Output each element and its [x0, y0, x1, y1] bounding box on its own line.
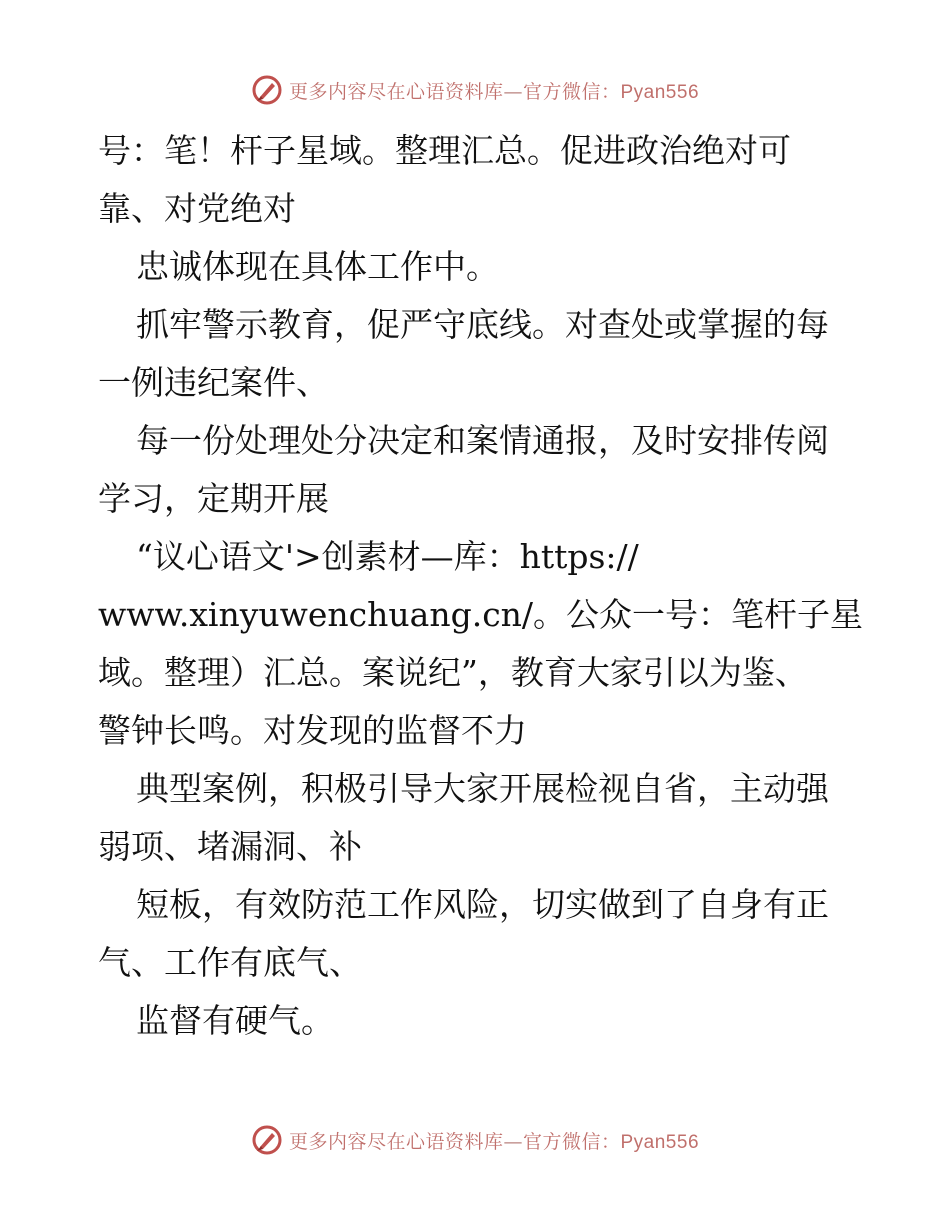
watermark-text: 更多内容尽在心语资料库—官方微信：Pyan556	[288, 80, 700, 103]
pen-logo-icon	[251, 1124, 283, 1156]
pen-logo-icon	[251, 74, 283, 106]
text-line: 一例违纪案件、	[98, 363, 329, 402]
text-line: 学习，定期开展	[98, 479, 329, 518]
text-line: 监督有硬气。	[136, 1001, 334, 1040]
text-line: 气、工作有底气、	[98, 943, 362, 982]
document-body	[98, 122, 864, 1050]
text-line: 警钟长鸣。对发现的监督不力	[98, 711, 527, 750]
header-watermark	[0, 70, 950, 110]
text-line: 忠诚体现在具体工作中。	[136, 247, 499, 286]
text-line: 每一份处理处分决定和案情通报，及时安排传阅	[136, 421, 829, 460]
text-line: 靠、对党绝对	[98, 189, 296, 228]
text-line: 弱项、堵漏洞、补	[98, 827, 362, 866]
text-line: www.xinyuwenchuang.cn/。公众一号：笔杆子星	[98, 595, 864, 634]
text-line: 抓牢警示教育，促严守底线。对查处或掌握的每	[136, 305, 829, 344]
text-line: 短板，有效防范工作风险，切实做到了自身有正	[136, 885, 829, 924]
footer-watermark	[0, 1120, 950, 1160]
text-line: “议心语文'>创素材—库：https://	[136, 537, 639, 576]
text-line: 域。整理）汇总。案说纪”，教育大家引以为鉴、	[98, 653, 808, 692]
text-line: 号：笔！杆子星域。整理汇总。促进政治绝对可	[98, 131, 791, 170]
watermark-text: 更多内容尽在心语资料库—官方微信：Pyan556	[288, 1130, 700, 1153]
text-line: 典型案例，积极引导大家开展检视自省，主动强	[136, 769, 829, 808]
